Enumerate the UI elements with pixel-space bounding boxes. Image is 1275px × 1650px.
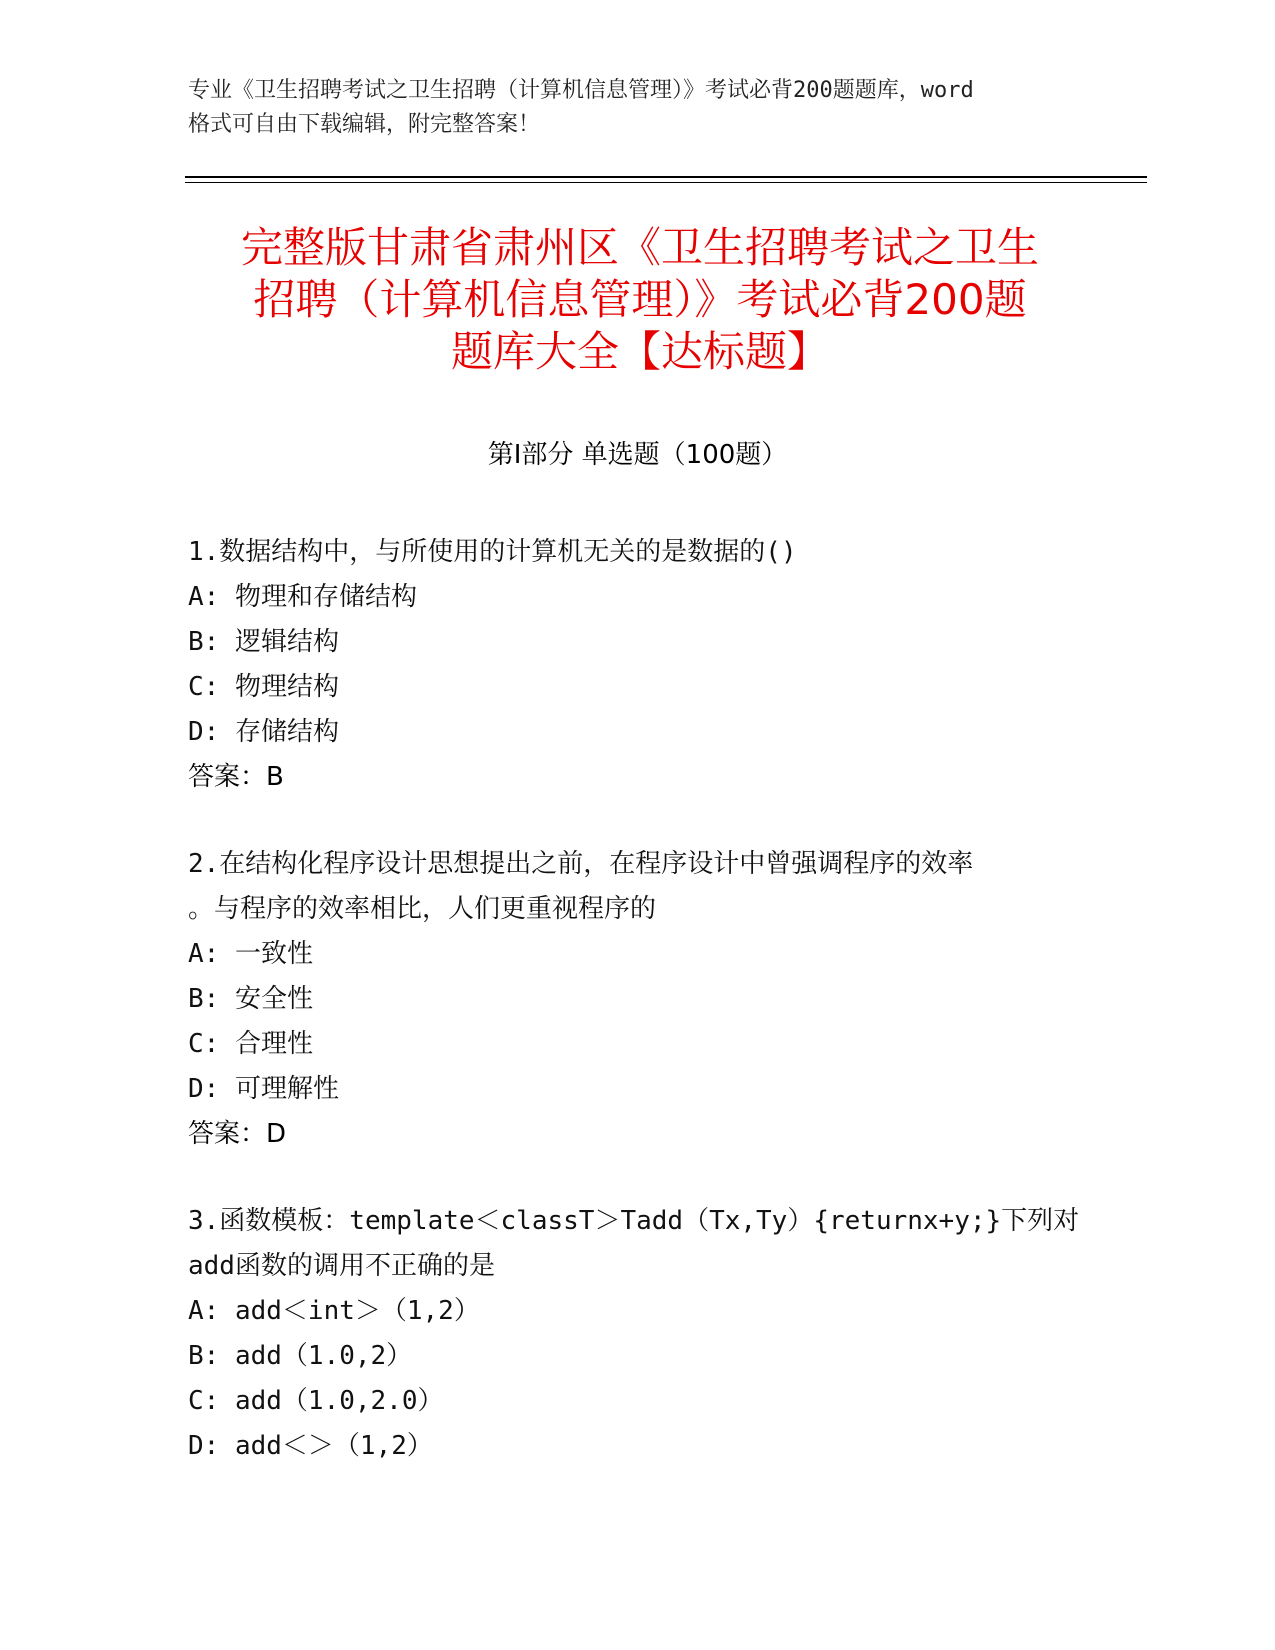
question-stem: 3.函数模板：template＜classT＞Tadd（Tx,Ty）{returnx+y;}下列对 <box>188 1206 1080 1236</box>
question-stem: 2.在结构化程序设计思想提出之前，在程序设计中曾强调程序的效率 <box>188 849 974 879</box>
option-c: C: add（1.0,2.0） <box>188 1386 444 1416</box>
question-2 <box>188 842 1088 1157</box>
section-heading: 第Ⅰ部分 单选题（100题） <box>487 440 788 470</box>
document-title-line-3: 题库大全【达标题】 <box>450 327 829 376</box>
option-a: A: 物理和存储结构 <box>188 582 417 612</box>
question-1 <box>188 530 1088 800</box>
answer: 答案：D <box>188 1119 287 1149</box>
header-divider-thick <box>185 176 1147 178</box>
header-note-line-2: 格式可自由下载编辑，附完整答案！ <box>188 112 541 137</box>
question-stem: 1.数据结构中，与所使用的计算机无关的是数据的() <box>188 537 797 567</box>
header-divider-thin <box>185 182 1147 183</box>
option-a: A: 一致性 <box>188 939 313 969</box>
question-3 <box>188 1199 1088 1469</box>
answer: 答案：B <box>188 762 284 792</box>
option-d: D: 存储结构 <box>188 717 339 747</box>
question-list <box>188 530 1088 1511</box>
option-c: C: 物理结构 <box>188 672 339 702</box>
document-title <box>200 222 1080 378</box>
question-stem-continued: add函数的调用不正确的是 <box>188 1251 495 1281</box>
option-b: B: 逻辑结构 <box>188 627 339 657</box>
option-d: D: add＜＞（1,2） <box>188 1431 433 1461</box>
option-b: B: 安全性 <box>188 984 313 1014</box>
option-d: D: 可理解性 <box>188 1074 339 1104</box>
question-stem-continued: 。与程序的效率相比，人们更重视程序的 <box>188 894 657 924</box>
option-a: A: add＜int＞（1,2） <box>188 1296 480 1326</box>
header-note-line-1: 专业《卫生招聘考试之卫生招聘（计算机信息管理）》考试必背200题题库，word <box>188 78 974 103</box>
header-note <box>188 74 1088 142</box>
document-title-line-1: 完整版甘肃省肃州区《卫生招聘考试之卫生 <box>240 223 1039 272</box>
option-c: C: 合理性 <box>188 1029 313 1059</box>
document-title-line-2: 招聘（计算机信息管理）》考试必背200题 <box>253 275 1027 324</box>
option-b: B: add（1.0,2） <box>188 1341 413 1371</box>
